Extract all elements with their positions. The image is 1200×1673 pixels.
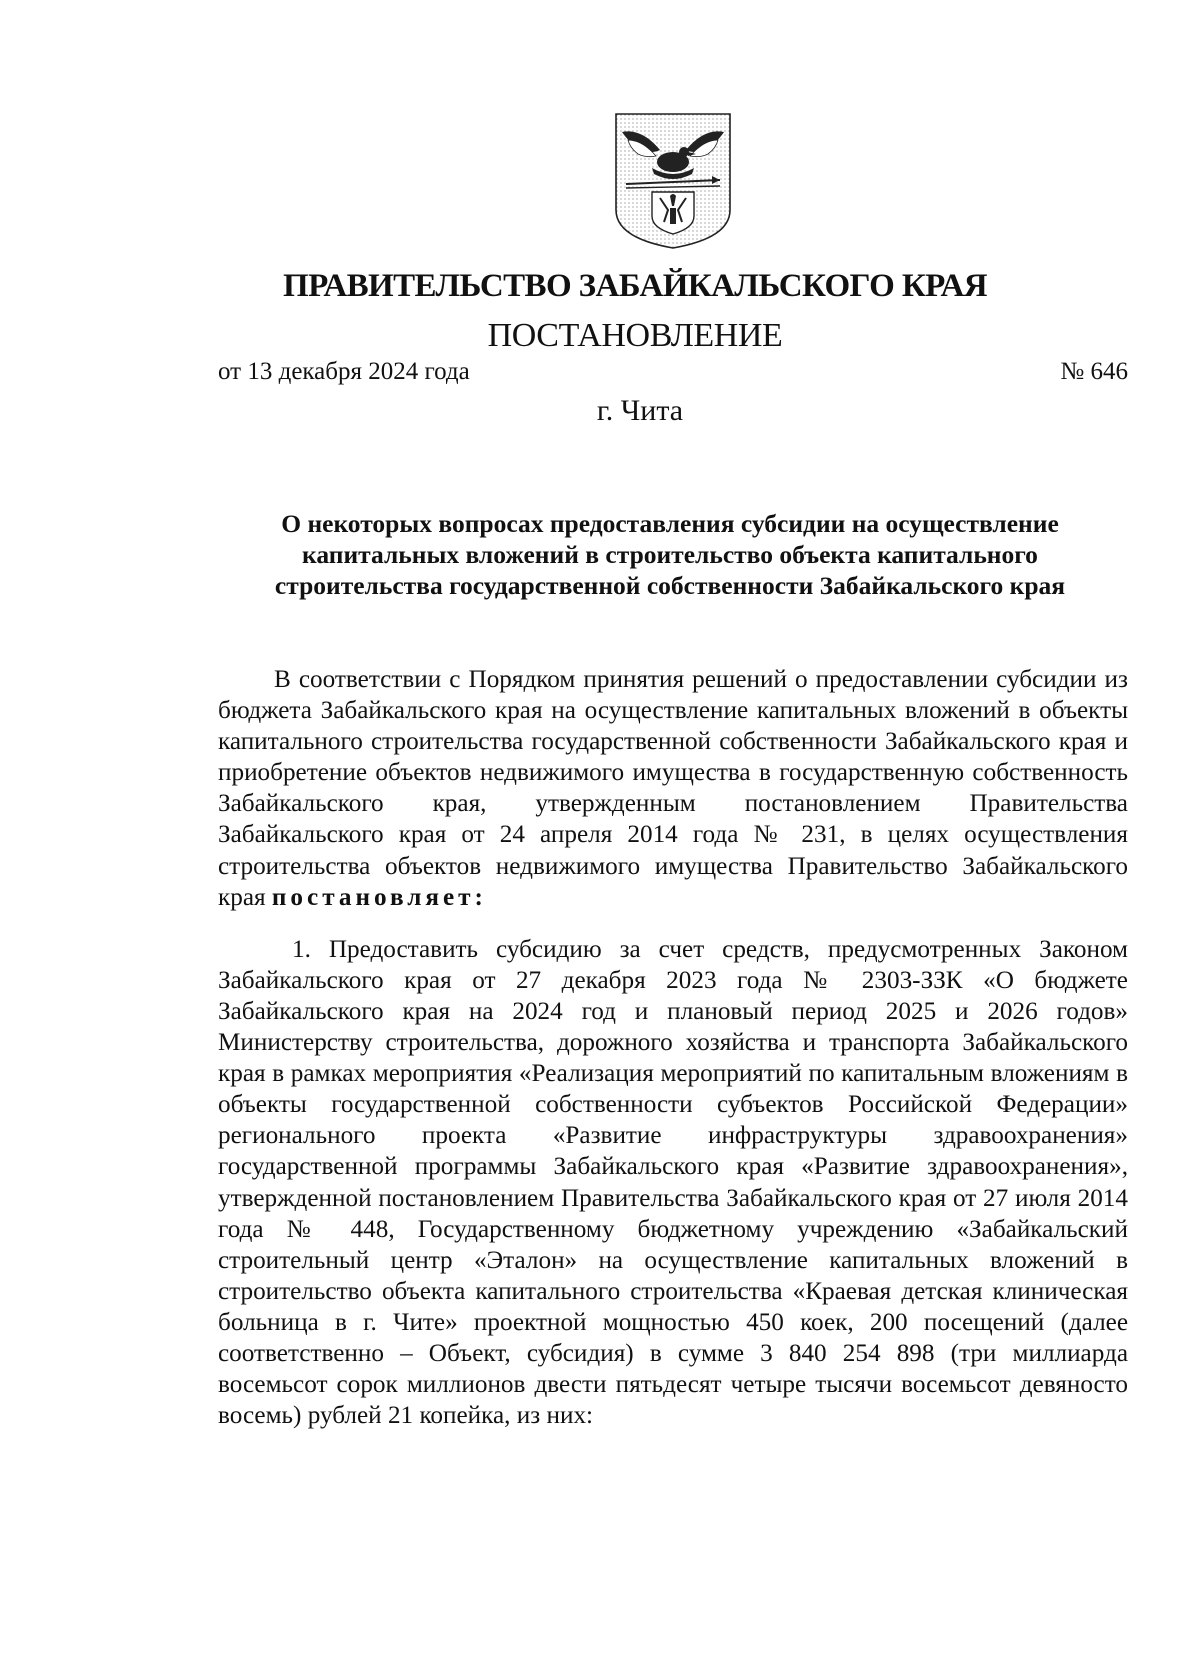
document-body [218,664,1128,1431]
document-date: от 13 декабря 2024 года [218,358,470,385]
resolves-word: постановляет [271,883,475,911]
resolves-colon: : [474,883,487,911]
document-city: г. Чита [596,394,684,427]
document-number: № 646 [1060,358,1128,385]
paragraph-preamble [218,664,1128,913]
preamble-text: В соответствии с Порядком принятия решений о предоставлении субсидии из бюджета Забайкальского края на осуществление капитальных вложений в объекты капитального строительства государственной собственности Забайкальского края и приобретение объектов недвижимого имущества в государственную собственность Забайкальского края, утвержденным постановлением Правительства Забайкальского края от 24 апреля 2014 года № 231, в целях осуществления строительства объектов недвижимого имущества Правительство Забайкальского края [218,666,1128,911]
paragraph-item-1: 1. Предоставить субсидию за счет средств, предусмотренных Законом Забайкальского края от 27 декабря 2023 года № 2303-ЗЗК «О бюджете Забайкальского края на 2024 год и плановый период 2025 и 2026 годов» Министерству строительства, дорожного хозяйства и транспорта Забайкальского края в рамках мероприятия «Реализация мероприятий по капитальным вложениям в объекты государственной собственности субъектов Российской Федерации» регионального проекта «Развитие инфраструктуры здравоохранения» государственной программы Забайкальского края «Развитие здравоохранения», утвержденной постановлением Правительства Забайкальского края от 27 июля 2014 года № 448, Государственному бюджетному учреждению «Забайкальский строительный центр «Эталон» на осуществление капитальных вложений в строительство объекта капитального строительства «Краевая детская клиническая больница в г. Чите» проектной мощностью 450 коек, 200 посещений (далее соответственно – Объект, субсидия) в сумме 3 840 254 898 (три миллиарда восемьсот сорок миллионов двести пятьдесят четыре тысячи восемьсот девяносто восемь) рублей 21 копейка, из них: [218,935,1128,1430]
government-title: ПРАВИТЕЛЬСТВО ЗАБАЙКАЛЬСКОГО КРАЯ [283,268,987,304]
coat-of-arms-emblem [612,110,734,252]
document-type: ПОСТАНОВЛЕНИЕ [487,317,783,354]
document-subject: О некоторых вопросах предоставления субсидии на осуществление капитальных вложений в строительство объекта капитального строительства государственной собственности Забайкальского края [274,509,1066,600]
